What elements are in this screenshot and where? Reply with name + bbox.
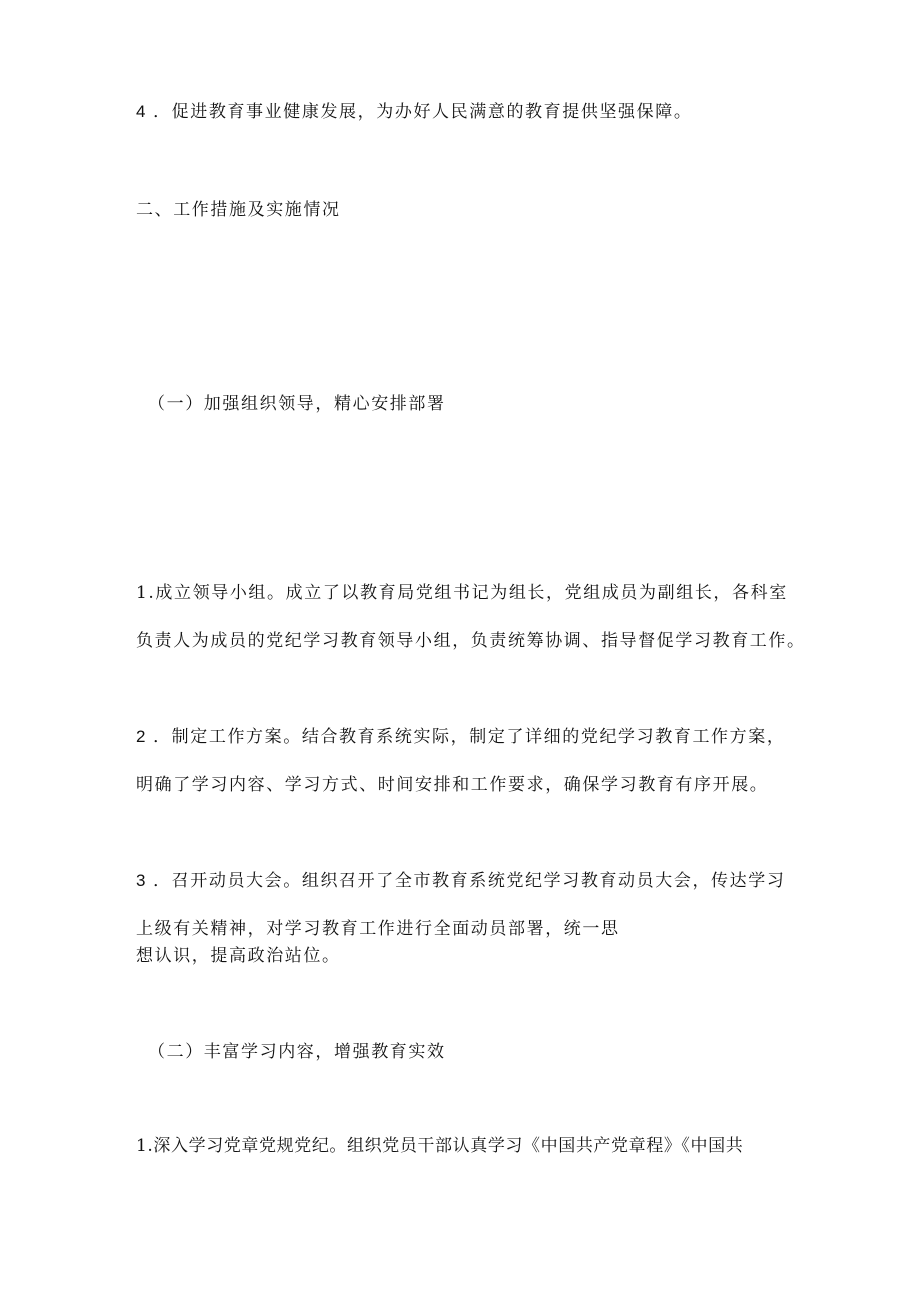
paragraph-line: 上级有关精神，对学习教育工作进行全面动员部署，统一思 bbox=[136, 919, 620, 939]
paragraph-line: 1.深入学习党章党规党纪。组织党员干部认真学习《中国共产党章程》《中国共 bbox=[136, 1136, 744, 1156]
paragraph-line: 想认识，提高政治站位。 bbox=[136, 946, 341, 966]
paragraph-line: 负责人为成员的党纪学习教育领导小组，负责统筹协调、指导督促学习教育工作。 bbox=[136, 631, 806, 651]
section-heading: 二、工作措施及实施情况 bbox=[136, 200, 341, 220]
paragraph-line: 明确了学习内容、学习方式、时间安排和工作要求，确保学习教育有序开展。 bbox=[136, 775, 769, 795]
text: ．促进教育事业健康发展，为办好人民满意的教育提供坚强保障。 bbox=[153, 102, 693, 122]
list-number: 2 bbox=[136, 727, 148, 746]
text: ．制定工作方案。结合教育系统实际，制定了详细的党纪学习教育工作方案， bbox=[153, 727, 786, 747]
paragraph-line bbox=[136, 101, 692, 123]
list-number: 4 bbox=[136, 102, 148, 121]
paragraph-line bbox=[136, 870, 785, 892]
subsection-heading: （一）加强组织领导，精心安排部署 bbox=[148, 394, 446, 414]
text: ．召开动员大会。组织召开了全市教育系统党纪学习教育动员大会，传达学习 bbox=[153, 871, 786, 891]
paragraph-line: 1.成立领导小组。成立了以教育局党组书记为组长，党组成员为副组长，各科室 bbox=[136, 583, 788, 603]
list-number: 3 bbox=[136, 871, 148, 890]
subsection-heading: （二）丰富学习内容，增强教育实效 bbox=[148, 1042, 446, 1062]
paragraph-line bbox=[136, 726, 785, 748]
